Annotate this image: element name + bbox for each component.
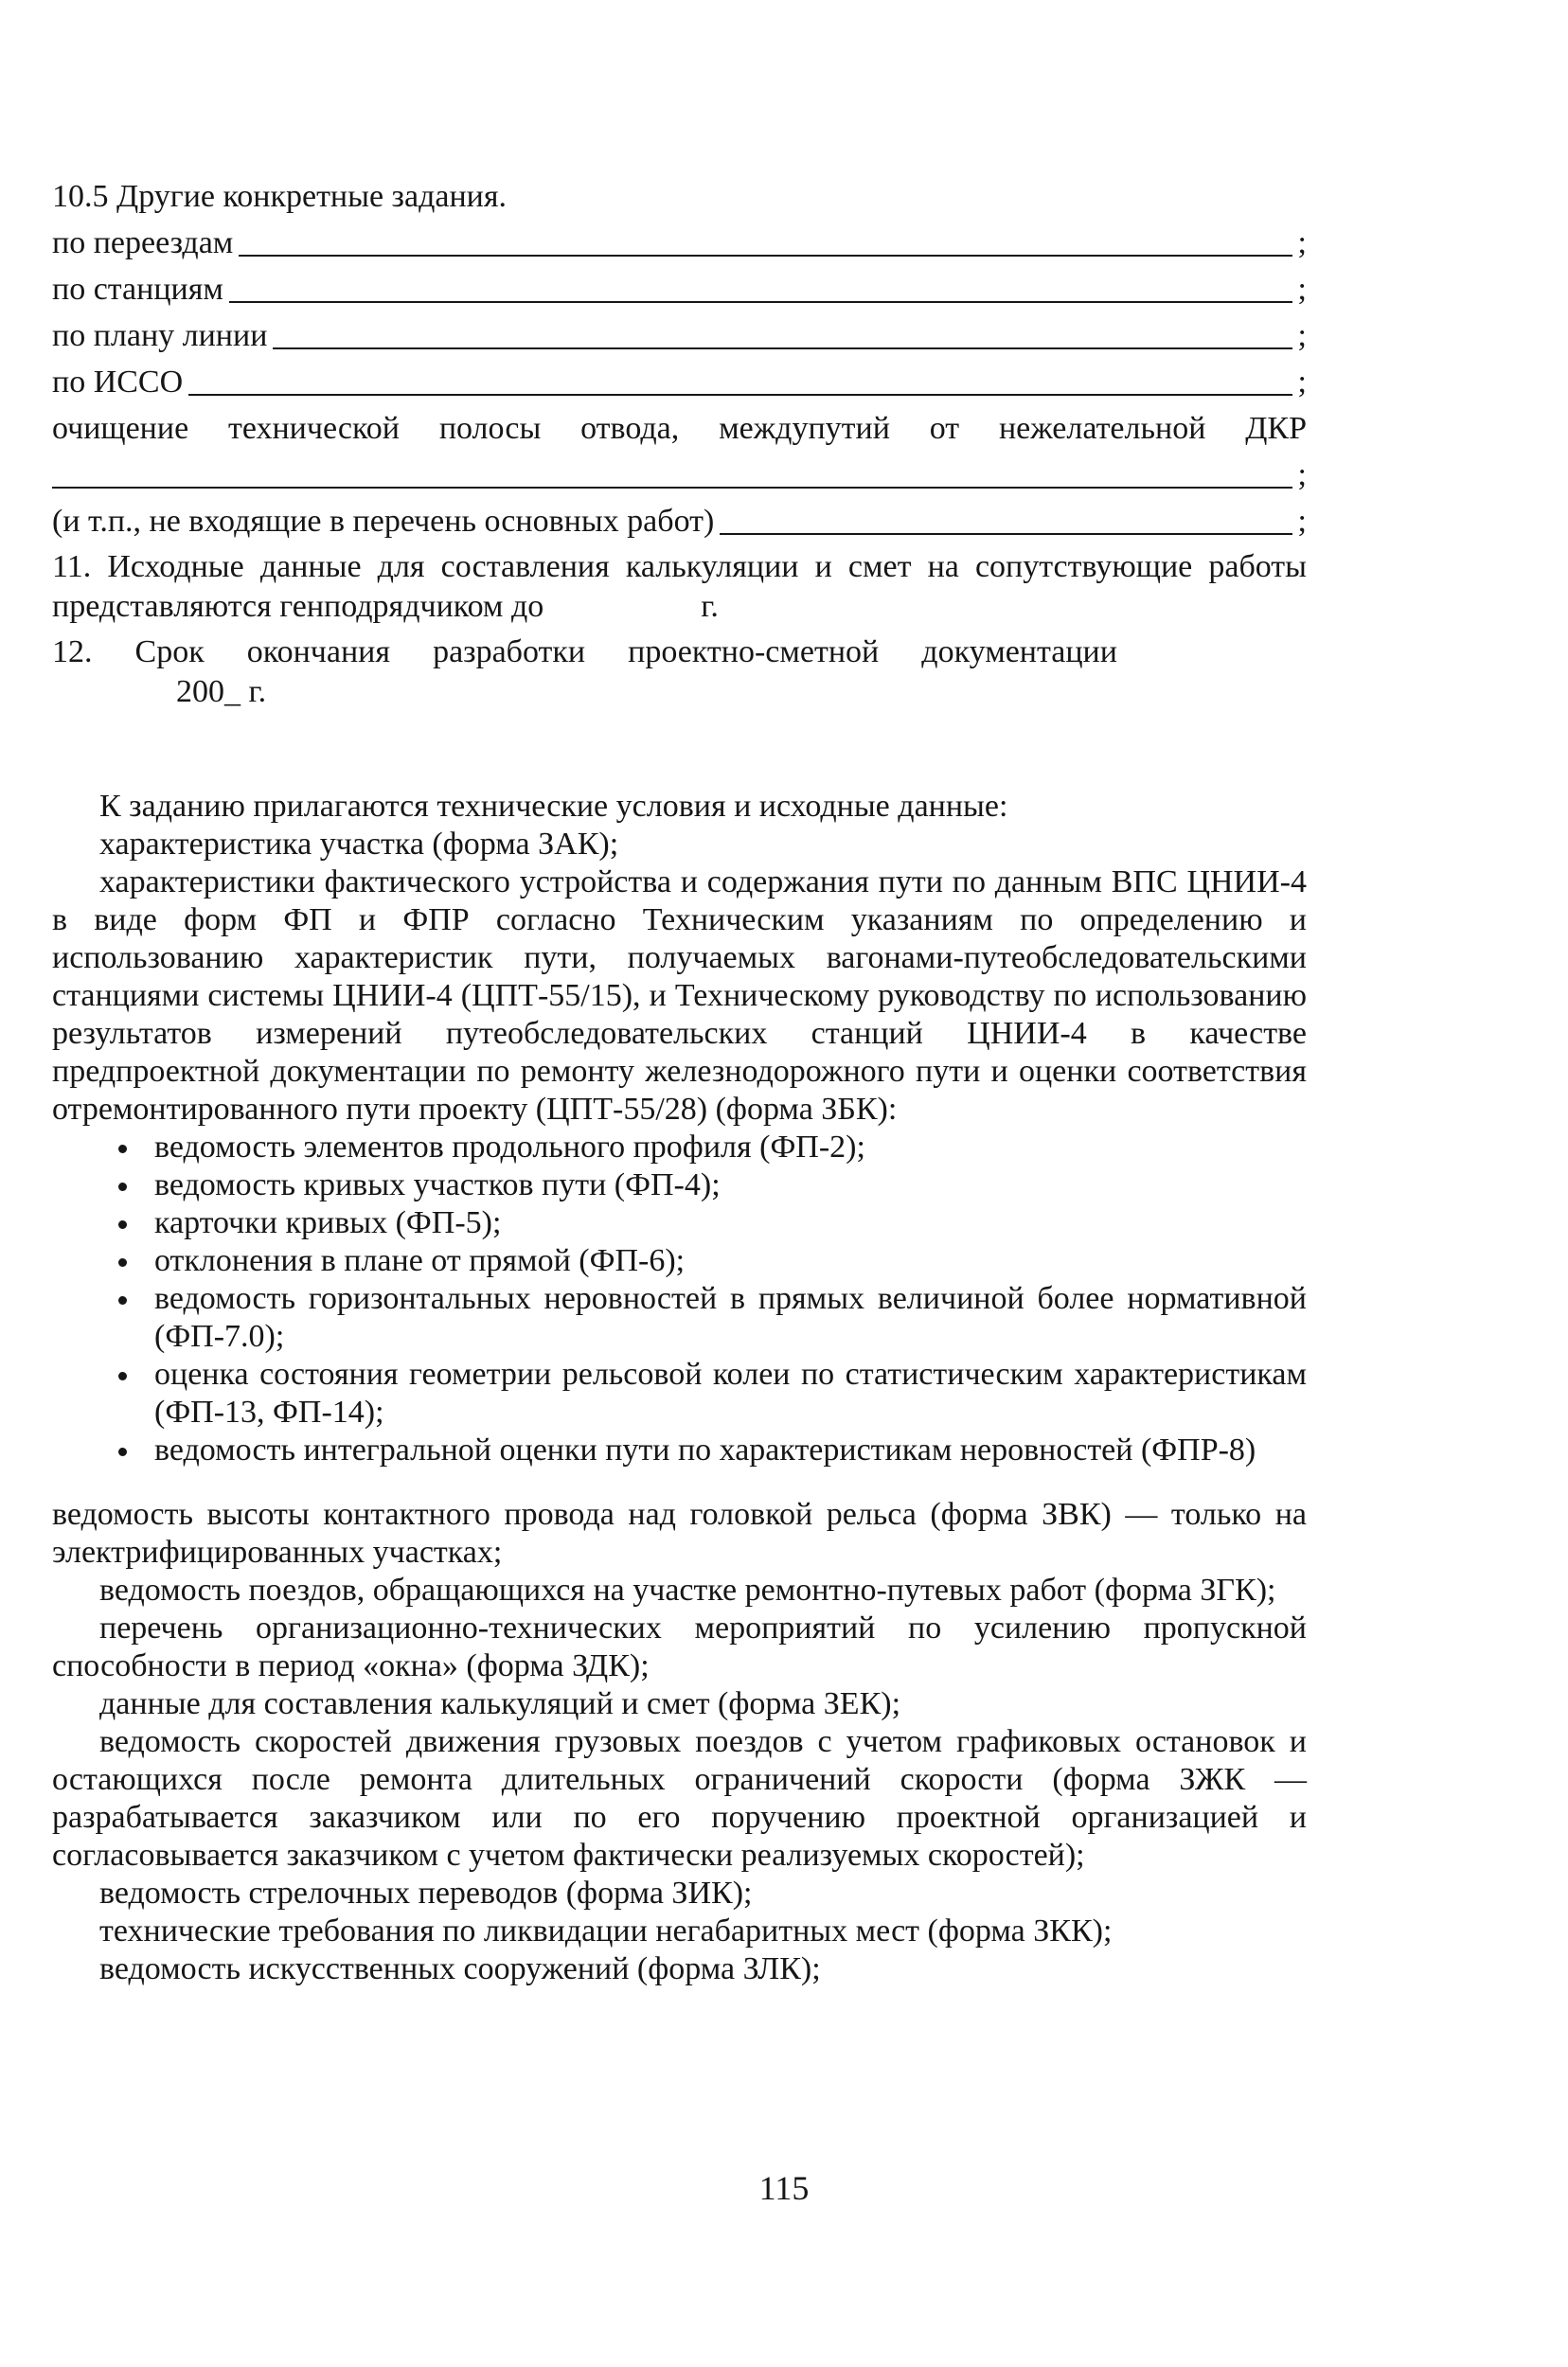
attachment-form-3ik: ведомость стрелочных переводов (форма ЗИК); xyxy=(99,1876,753,1911)
field-end: ; xyxy=(1297,318,1307,353)
list-item: ведомость кривых участков пути (ФП-4); xyxy=(52,1166,1307,1204)
item-12 xyxy=(52,632,1307,672)
field-end: ; xyxy=(1297,365,1307,400)
attachment-form-3lk: ведомость искусственных сооружений (форма ЗЛК); xyxy=(99,1951,821,1986)
item-11-suffix: г. xyxy=(701,589,719,624)
list-item: ведомость интегральной оценки пути по характеристикам неровностей (ФПР-8) xyxy=(52,1432,1307,1469)
list-item: карточки кривых (ФП-5); xyxy=(52,1204,1307,1242)
field-end: ; xyxy=(1297,504,1307,539)
field-label: по ИССО xyxy=(52,365,184,400)
attachment-form-3zhk: ведомость скоростей движения грузовых поездов с учетом графиковых остановок и остающихся после ремонта длительных ограничений скорости (форма ЗЖК — разрабатывается заказчиком или по его поручению проектной организацией и согласовывается заказчиком с учетом фактически реализуемых скоростей); xyxy=(52,1724,1307,1873)
spacer xyxy=(52,1469,1307,1496)
item-12-year-line xyxy=(52,672,1307,712)
attachment-fp-intro: характеристики фактического устройства и содержания пути по данным ВПС ЦНИИ-4 в виде форм ФП и ФПР согласно Техническим указаниям по определению и использованию характеристик пути, получаемых вагонами-путеобследовательскими станциями системы ЦНИИ-4 (ЦПТ-55/15), и Техническому руководству по использованию результатов измерений путеобследовательских станций ЦНИИ-4 в качестве предпроектной документации по ремонту железнодорожного пути и оценки соответствия отремонтированного пути проекту (ЦПТ-55/28) (форма ЗБК): xyxy=(52,864,1307,1127)
bullet-icon xyxy=(118,1372,127,1380)
blank-line xyxy=(273,347,1292,349)
field-label: (и т.п., не входящие в перечень основных работ) xyxy=(52,504,715,539)
field-line-crossings xyxy=(52,222,1307,265)
page-number: 115 xyxy=(758,2169,810,2207)
attachment-form-3dk: перечень организационно-технических мероприятий по усилению пропускной способности в период «окна» (форма ЗДК); xyxy=(52,1611,1307,1683)
attachment-form-3kk: технические требования по ликвидации негабаритных мест (форма ЗКК); xyxy=(99,1913,1113,1949)
attachment-form-3ek: данные для составления калькуляций и смет (форма ЗЕК); xyxy=(99,1686,901,1721)
blank-line xyxy=(52,487,1292,489)
blank-line xyxy=(239,255,1292,257)
blank-line xyxy=(720,533,1292,535)
fp-forms-list xyxy=(52,1129,1307,1469)
field-end: ; xyxy=(1297,457,1307,492)
field-line-etc xyxy=(52,500,1307,543)
attachment-form-3vk: ведомость высоты контактного провода над головкой рельса (форма ЗВК) — только на электрифицированных участках; xyxy=(52,1497,1307,1570)
item-12-text: 12. Срок окончания разработки проектно-сметной документации xyxy=(52,634,1117,669)
blank-line xyxy=(188,394,1292,396)
item-11 xyxy=(52,547,1307,627)
section-heading: 10.5 Другие конкретные задания. xyxy=(52,179,508,214)
list-item: отклонения в плане от прямой (ФП-6); xyxy=(52,1242,1307,1280)
attachment-form-3gk: ведомость поездов, обращающихся на участке ремонтно-путевых работ (форма ЗГК); xyxy=(99,1573,1276,1608)
field-line-plan xyxy=(52,314,1307,358)
field-line-cleaning xyxy=(52,454,1307,497)
cleaning-text: очищение технической полосы отвода, междупутий от нежелательной ДКР xyxy=(52,411,1307,446)
section-10-5 xyxy=(52,175,1307,712)
list-item: ведомость элементов продольного профиля (ФП-2); xyxy=(52,1129,1307,1166)
bullet-icon xyxy=(118,1448,127,1456)
list-item: оценка состояния геометрии рельсовой колеи по статистическим характеристикам (ФП-13, ФП-14); xyxy=(52,1356,1307,1432)
field-line-isso xyxy=(52,361,1307,404)
attachment-form-3ak: характеристика участка (форма ЗАК); xyxy=(99,827,619,862)
list-item: ведомость горизонтальных неровностей в прямых величиной более нормативной (ФП-7.0); xyxy=(52,1280,1307,1356)
bullet-icon xyxy=(118,1296,127,1305)
item-12-year: 200_ г. xyxy=(176,674,267,709)
field-end: ; xyxy=(1297,225,1307,260)
item-11-text: 11. Исходные данные для составления калькуляции и смет на сопутствующие работы представляются генподрядчиком до xyxy=(52,549,1307,624)
field-label: по станциям xyxy=(52,272,223,307)
attachments-intro: К заданию прилагаются технические условия и исходные данные: xyxy=(99,789,1008,824)
attachments-section xyxy=(52,788,1307,1988)
field-label: по плану линии xyxy=(52,318,268,353)
field-line-stations xyxy=(52,268,1307,311)
field-end: ; xyxy=(1297,272,1307,307)
bullet-icon xyxy=(118,1258,127,1267)
bullet-icon xyxy=(118,1183,127,1191)
field-label: по переездам xyxy=(52,225,234,260)
bullet-icon xyxy=(118,1220,127,1229)
blank-line xyxy=(229,301,1292,303)
bullet-icon xyxy=(118,1145,127,1153)
